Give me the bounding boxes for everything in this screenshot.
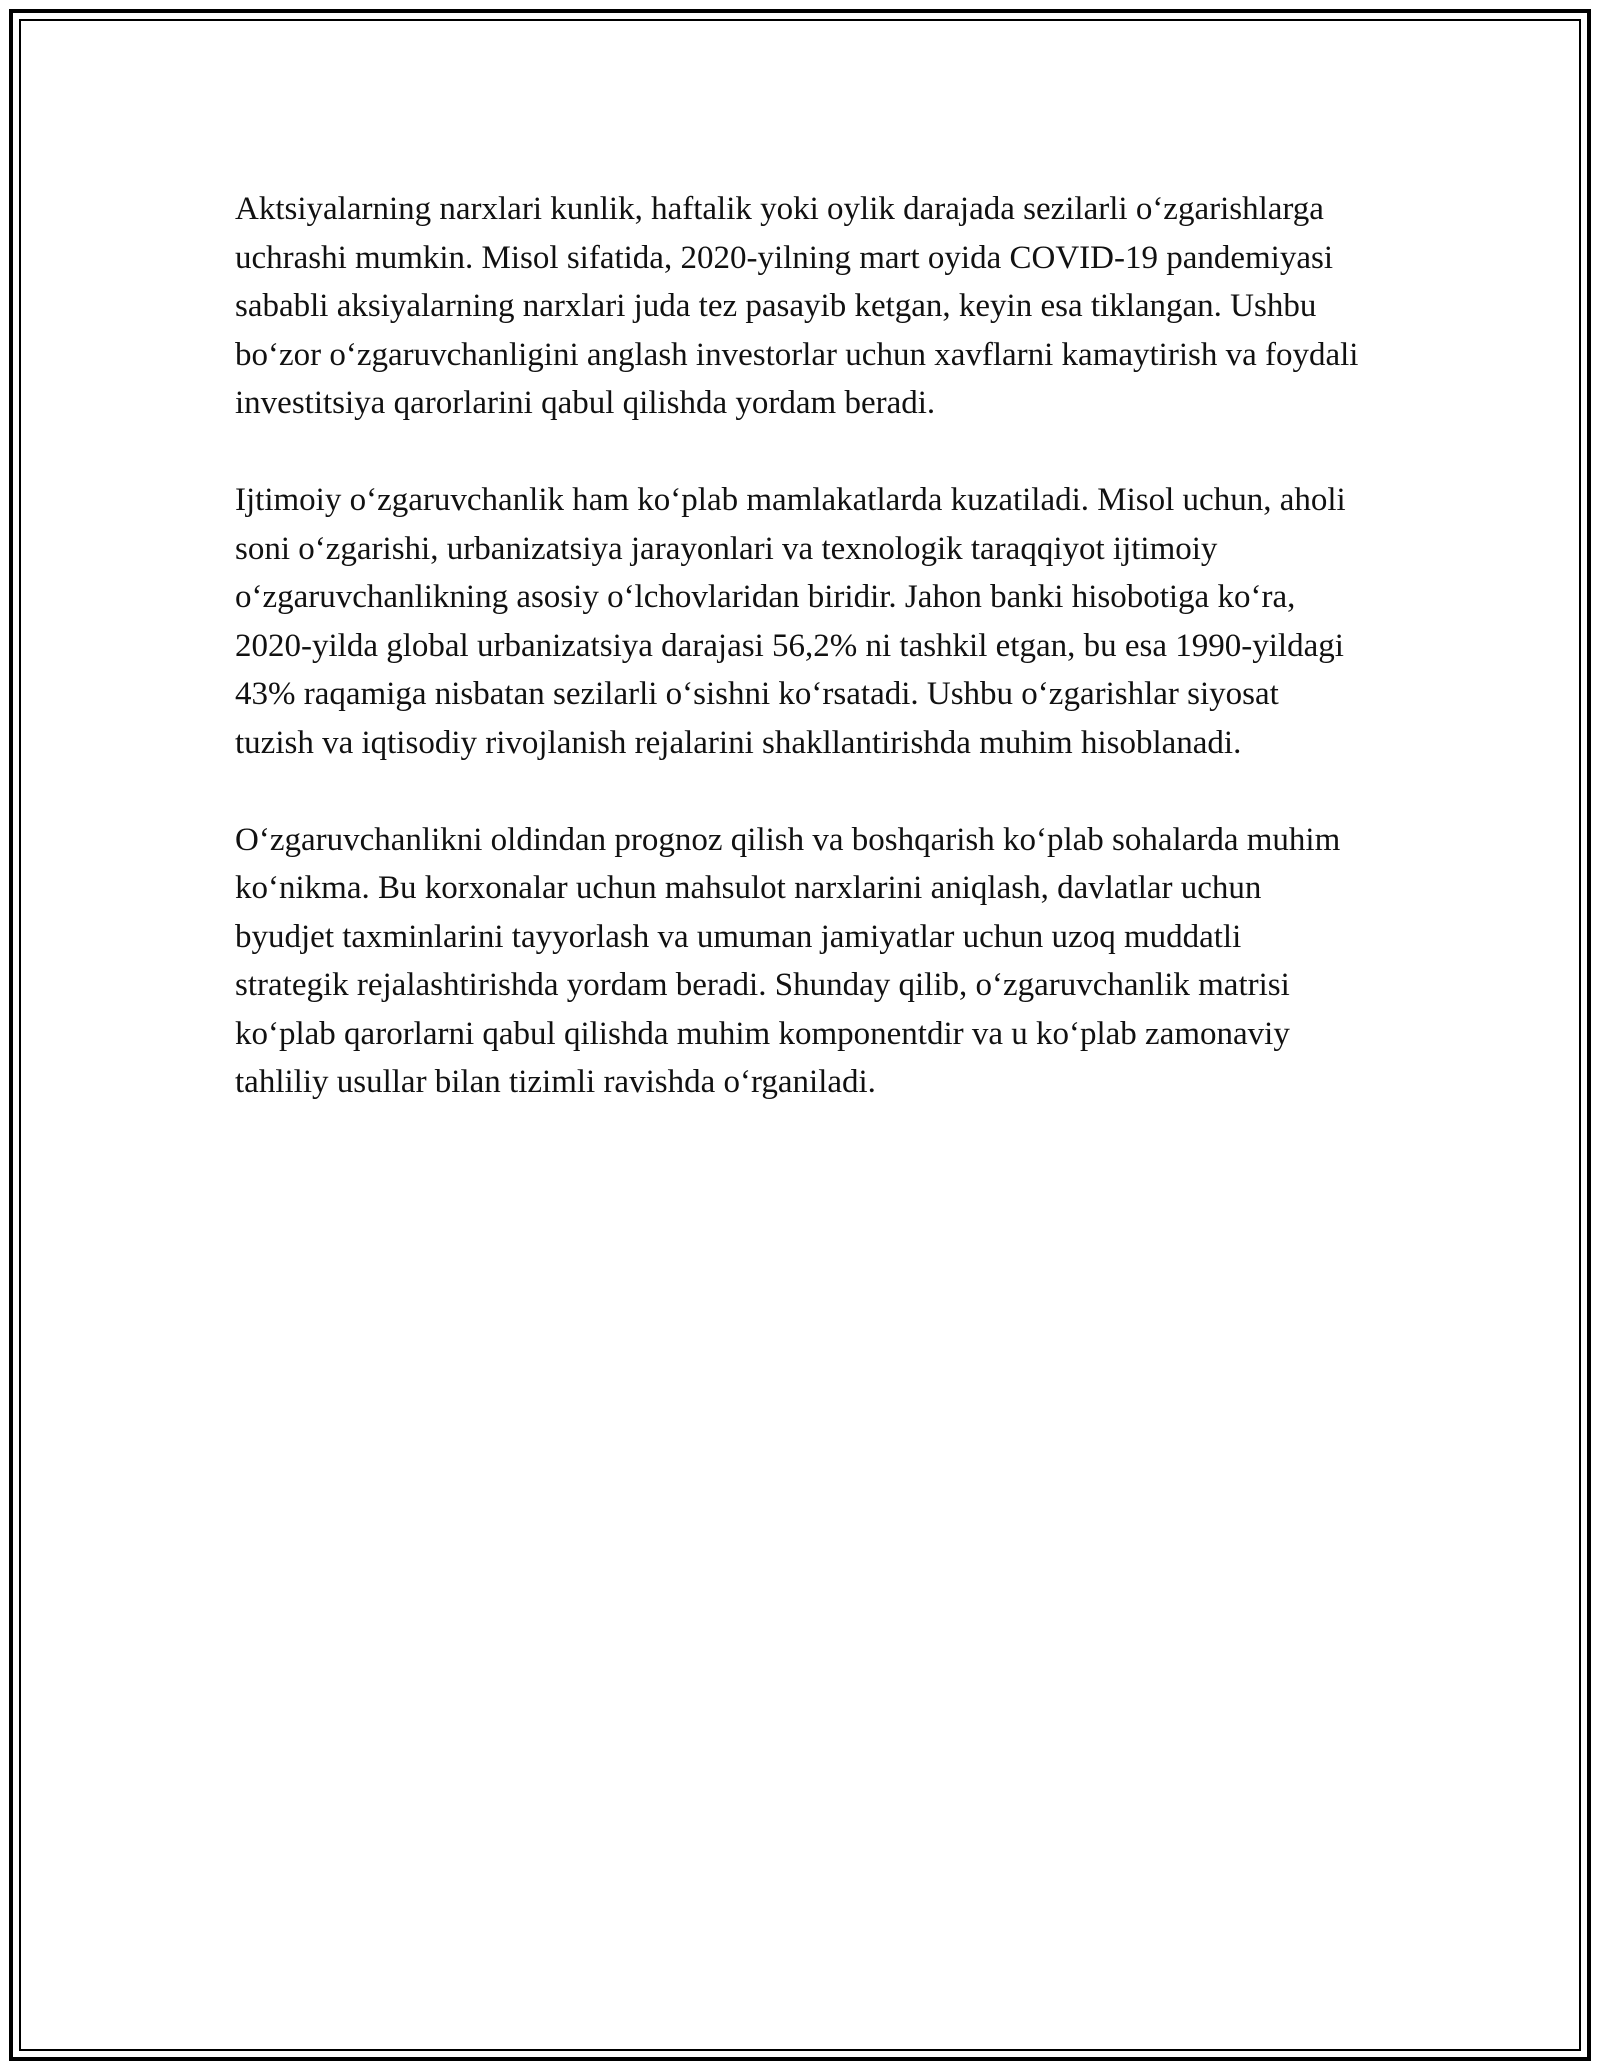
paragraph-social-volatility: Ijtimoiy o‘zgaruvchanlik ham ko‘plab mamlakatlarda kuzatiladi. Misol uchun, aholi soni o‘zgarishi, urbanizatsiya jarayonlari va texnologik taraqqiyot ijtimoiy o‘zgaruvchanlikning asosiy o‘lchovlaridan biridir. Jahon banki hisobotiga ko‘ra, 2020-yilda global urbanizatsiya darajasi 56,2% ni tashkil etgan, bu esa 1990-yildagi 43% raqamiga nisbatan sezilarli o‘sishni ko‘rsatadi. Ushbu o‘zgarishlar siyosat tuzish va iqtisodiy rivojlanish rejalarini shakllantirishda muhim hisoblanadi.	[235, 482, 1346, 761]
paragraph-stock-volatility: Aktsiyalarning narxlari kunlik, haftalik yoki oylik darajada sezilarli o‘zgarishlarga uchrashi mumkin. Misol sifatida, 2020-yilning mart oyida COVID-19 pandemiyasi sababli aksiyalarning narxlari juda tez pasayib ketgan, keyin esa tiklangan. Ushbu bo‘zor o‘zgaruvchanligini anglash investorlar uchun xavflarni kamaytirish va foydali investitsiya qarorlarini qabul qilishda yordam beradi.	[235, 191, 1359, 421]
document-body	[235, 185, 1360, 1155]
paragraph-forecasting: O‘zgaruvchanlikni oldindan prognoz qilish va boshqarish ko‘plab sohalarda muhim ko‘nikma. Bu korxonalar uchun mahsulot narxlarini aniqlash, davlatlar uchun byudjet taxminlarini tayyorlash va umuman jamiyatlar uchun uzoq muddatli strategik rejalashtirishda yordam beradi. Shunday qilib, o‘zgaruvchanlik matrisi ko‘plab qarorlarni qabul qilishda muhim komponentdir va u ko‘plab zamonaviy tahliliy usullar bilan tizimli ravishda o‘rganiladi.	[235, 821, 1341, 1100]
